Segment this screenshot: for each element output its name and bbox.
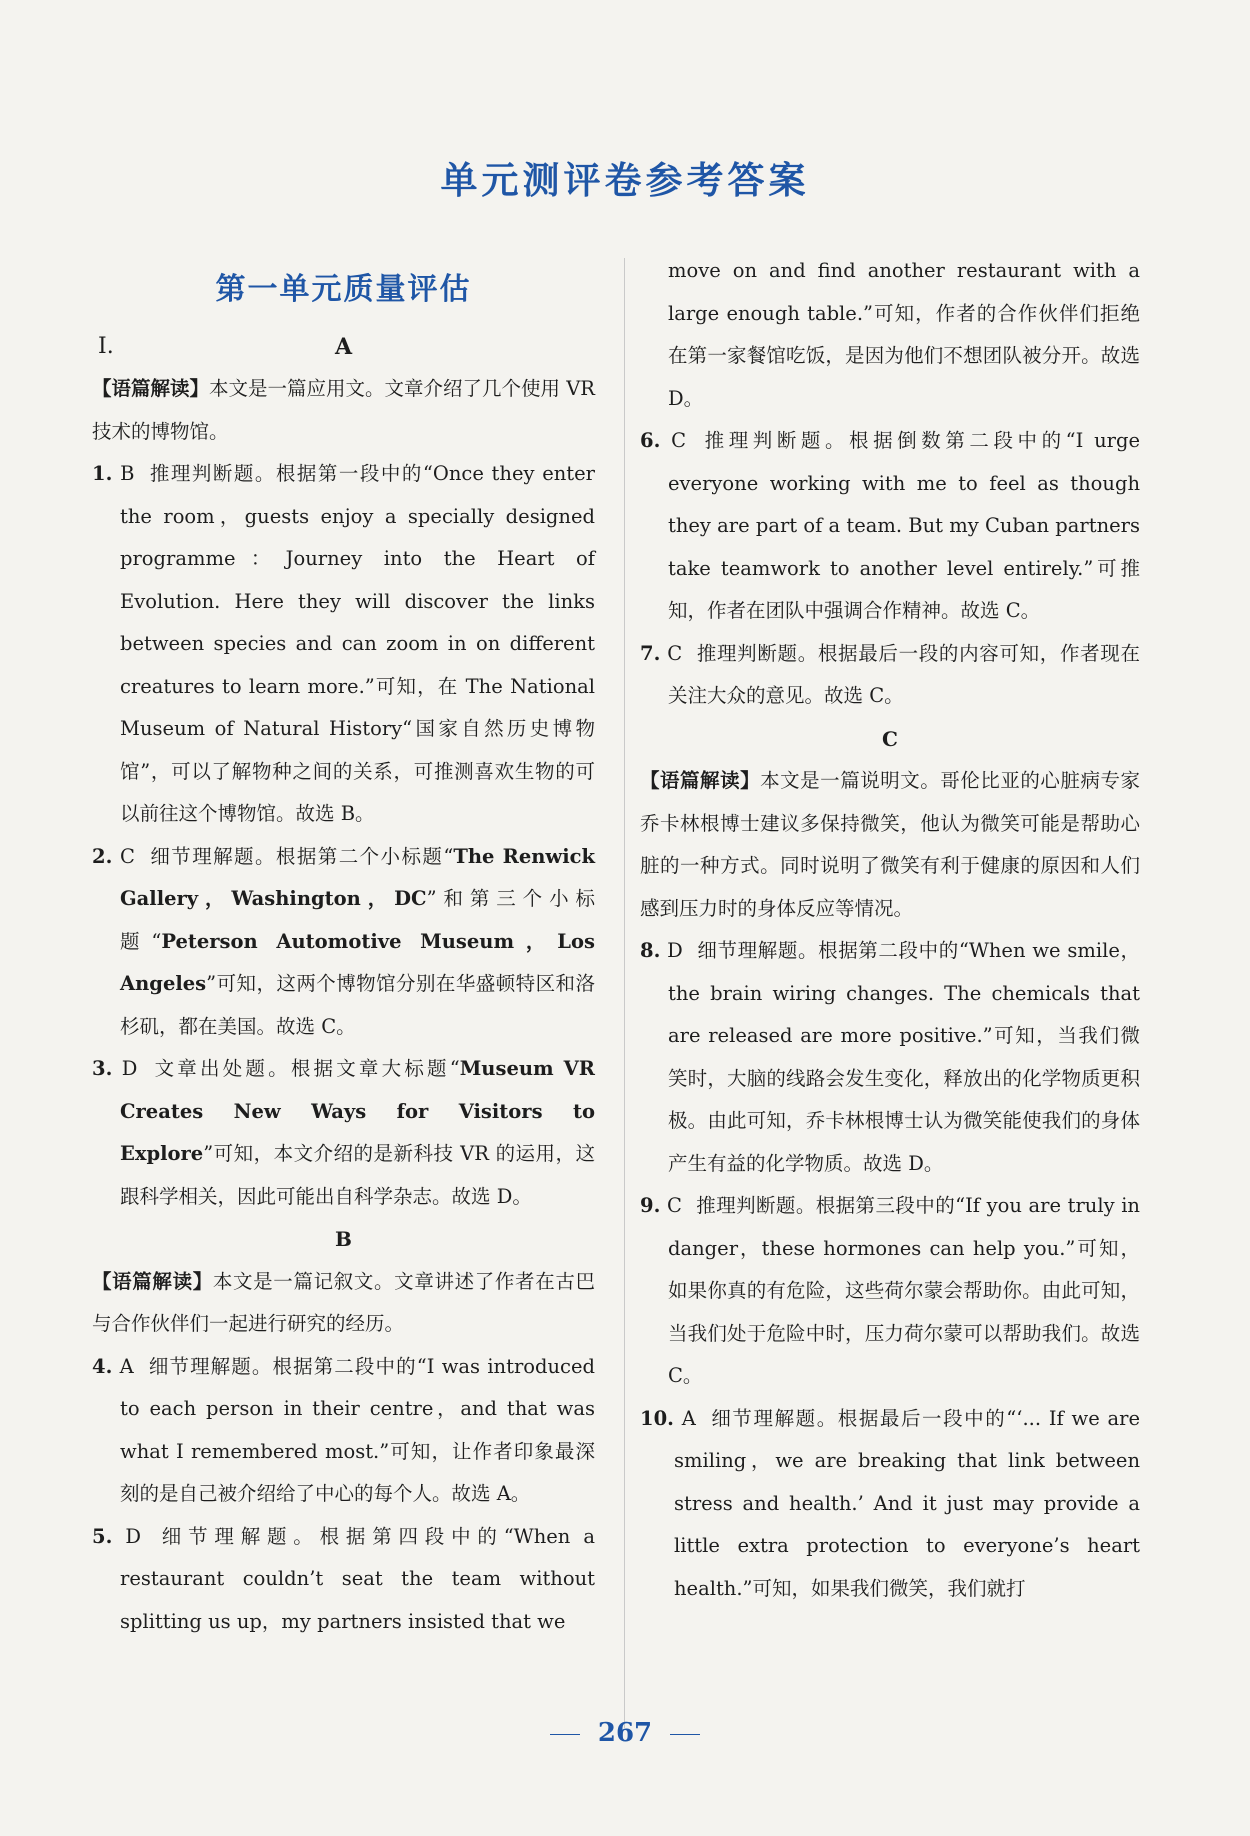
answer-item-9: [640, 1185, 1140, 1398]
section-a-analysis: [92, 368, 595, 453]
section-b-analysis: [92, 1261, 595, 1346]
answer-choice: A: [681, 1406, 696, 1430]
answer-explanation: 推理判断题。根据倒数第二段中的“I urge everyone working with me to feel as though they are part of a team. But my Cuban partners take teamwork to another level entirely.”可推知，作者在团队中强调合作精神。故选 C。: [668, 429, 1141, 622]
analysis-tag: 【语篇解读】: [92, 377, 210, 400]
answer-explanation: ”可知，这两个博物馆分别在华盛顿特区和洛杉矶，都在美国。故选 C。: [120, 972, 595, 1038]
answer-choice: B: [120, 462, 135, 485]
answer-item-7: [640, 633, 1140, 718]
right-column: [640, 250, 1140, 1610]
answer-choice: A: [119, 1354, 134, 1378]
answer-explanation: 细节理解题。根据最后一段中的“‘... If we are smiling，we are breaking that link between stress and health.’ And it just may provide a little extra protection to everyone’s heart health.”可知，如果我们微笑，我们就打: [674, 1406, 1140, 1600]
part-number: Ⅰ.: [98, 334, 114, 359]
answer-choice: D: [121, 1057, 138, 1080]
answer-item-5: [92, 1516, 595, 1644]
page-number: [0, 1718, 1250, 1748]
part-heading: [92, 326, 595, 368]
answer-choice: D: [667, 939, 683, 962]
answer-explanation: 细节理解题。根据第二段中的“When we smile，the brain wiring changes. The chemicals that are released are more positive.”可知，当我们微笑时，大脑的线路会发生变化，释放出的化学物质更积极。由此可知，乔卡林根博士认为微笑能使我们的身体产生有益的化学物质。故选 D。: [668, 939, 1140, 1175]
question-number: 8.: [640, 939, 661, 962]
question-number: 5.: [92, 1524, 113, 1548]
page-number-value: 267: [597, 1718, 653, 1748]
answer-choice: D: [125, 1524, 141, 1548]
answer-explanation: 推理判断题。根据第一段中的“Once they enter the room，guests enjoy a specially designed programme：Journey into the Heart of Evolution. Here they will discover the links between species and can zoom in on different creatures to learn more.”可知，在 The National Museum of Natural History“国家自然历史博物馆”，可以了解物种之间的关系，可推测喜欢生物的可以前往这个博物馆。故选 B。: [120, 462, 595, 825]
page-number-dash-left: [550, 1734, 580, 1735]
answer-explanation: ”可知，本文介绍的是新科技 VR 的运用，这跟科学相关，因此可能出自科学杂志。故选 D。: [120, 1142, 595, 1208]
answer-item-4: [92, 1346, 595, 1516]
section-c-analysis: [640, 760, 1140, 930]
unit-title: 第一单元质量评估: [215, 272, 472, 307]
section-a-letter: A: [334, 334, 353, 360]
page-title: 单元测评卷参考答案: [440, 158, 810, 202]
answer-explanation: 细节理解题。根据第二个小标题“: [148, 844, 454, 868]
answer-explanation: 细节理解题。根据第二段中的“I was introduced to each person in their centre，and that was what I remembered most.”可知，让作者印象最深刻的是自己被介绍给了中心的每个人。故选 A。: [120, 1354, 595, 1505]
answer-item-6: [640, 420, 1140, 633]
answer-explanation: ”和第三个小标题“: [120, 887, 595, 953]
answer-item-10: [640, 1398, 1140, 1611]
page-number-dash-right: [670, 1734, 700, 1735]
answer-item-8: [640, 930, 1140, 1185]
subtitle-quote: Peterson Automotive Museum，Los Angeles: [120, 929, 595, 995]
question-number: 3.: [92, 1057, 113, 1080]
question-number: 7.: [640, 641, 661, 665]
answer-explanation: 文章出处题。根据文章大标题“: [151, 1057, 460, 1080]
analysis-text: 本文是一篇说明文。哥伦比亚的心脏病专家乔卡林根博士建议多保持微笑，他认为微笑可能是帮助心脏的一种方式。同时说明了微笑有利于健康的原因和人们感到压力时的身体反应等情况。: [640, 769, 1140, 920]
answer-explanation: 推理判断题。根据最后一段的内容可知，作者现在关注大众的意见。故选 C。: [668, 641, 1140, 707]
answer-choice: C: [671, 429, 687, 452]
answer-item-3: [92, 1048, 595, 1218]
answer-item-2: [92, 836, 595, 1049]
answer-choice: C: [666, 1194, 682, 1217]
question-number: 9.: [640, 1194, 661, 1217]
section-c-letter: C: [882, 726, 898, 751]
answer-explanation: move on and find another restaurant with a large enough table.”可知，作者的合作伙伴们拒绝在第一家餐馆吃饭，是因为他们不想团队被分开。故选 D。: [668, 259, 1140, 410]
analysis-tag: 【语篇解读】: [640, 769, 761, 792]
answer-item-5-continued: [640, 250, 1140, 420]
answer-item-1: [92, 453, 595, 836]
question-number: 6.: [640, 429, 661, 452]
answer-choice: C: [667, 641, 683, 665]
question-number: 10.: [640, 1406, 674, 1430]
answer-explanation: 细节理解题。根据第四段中的“When a restaurant couldn’t seat the team without splitting us up，my partners insisted that we: [120, 1524, 595, 1633]
left-column: [92, 260, 595, 1643]
headline-quote: Museum VR Creates New Ways for Visitors to Explore: [120, 1057, 595, 1165]
question-number: 4.: [92, 1354, 113, 1378]
answer-explanation: 推理判断题。根据第三段中的“If you are truly in danger，these hormones can help you.”可知，如果你真的有危险，这些荷尔蒙会帮助你。由此可知，当我们处于危险中时，压力荷尔蒙可以帮助我们。故选 C。: [668, 1194, 1140, 1387]
section-b-letter: B: [335, 1227, 352, 1251]
question-number: 2.: [92, 844, 113, 868]
column-divider: [624, 258, 625, 1728]
analysis-text: 本文是一篇记叙文。文章讲述了作者在古巴与合作伙伴们一起进行研究的经历。: [92, 1269, 595, 1335]
analysis-tag: 【语篇解读】: [92, 1269, 213, 1293]
analysis-text: 本文是一篇应用文。文章介绍了几个使用 VR 技术的博物馆。: [92, 377, 595, 443]
question-number: 1.: [92, 462, 113, 485]
subtitle-quote: The Renwick Gallery，Washington，DC: [120, 844, 595, 910]
answer-choice: C: [120, 844, 135, 868]
